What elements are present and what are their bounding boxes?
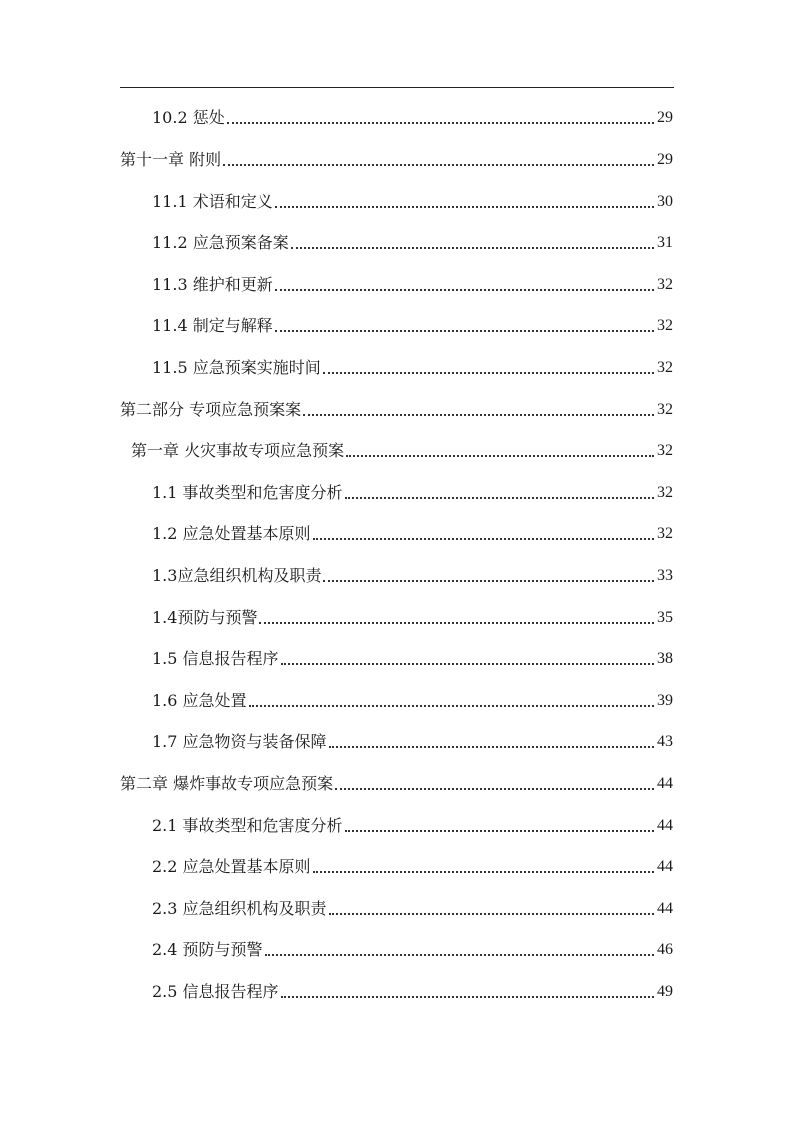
toc-entry-page: 46 xyxy=(657,941,673,958)
toc-entry-title: 2.1 事故类型和危害度分析 xyxy=(152,816,343,835)
toc-entry-page: 30 xyxy=(657,193,673,210)
toc-entry-title: 1.6 应急处置 xyxy=(152,691,247,710)
toc-entry-page: 35 xyxy=(657,609,673,626)
dot-leader xyxy=(345,830,654,832)
toc-entry[interactable] xyxy=(152,687,673,711)
dot-leader xyxy=(345,497,654,499)
dot-leader xyxy=(281,663,654,665)
toc-entry-page: 44 xyxy=(657,900,673,917)
toc-entry[interactable] xyxy=(152,312,673,336)
dot-leader xyxy=(265,954,654,956)
toc-entry-title: 第十一章 附则 xyxy=(120,150,222,169)
toc-entry-title: 11.4 制定与解释 xyxy=(152,316,273,335)
toc-entry[interactable] xyxy=(152,104,673,128)
toc-entry-page: 32 xyxy=(657,317,673,334)
toc-entry-page: 29 xyxy=(657,109,673,126)
toc-entry[interactable] xyxy=(152,520,673,544)
toc-entry[interactable] xyxy=(152,229,673,253)
dot-leader xyxy=(291,247,654,249)
dot-leader xyxy=(223,164,654,166)
toc-entry[interactable] xyxy=(152,645,673,669)
toc-entry-page: 32 xyxy=(657,401,673,418)
toc-entry-page: 38 xyxy=(657,650,673,667)
toc-entry[interactable] xyxy=(152,188,673,212)
toc-entry[interactable] xyxy=(120,146,673,170)
dot-leader xyxy=(275,289,654,291)
toc-entry-title: 11.5 应急预案实施时间 xyxy=(152,358,321,377)
dot-leader xyxy=(275,206,654,208)
toc-entry[interactable] xyxy=(152,271,673,295)
toc-entry-page: 32 xyxy=(657,525,673,542)
dot-leader xyxy=(281,996,654,998)
toc-entry-title: 2.4 预防与预警 xyxy=(152,940,263,959)
dot-leader xyxy=(329,746,654,748)
toc-entry[interactable] xyxy=(152,728,673,752)
toc-entry[interactable] xyxy=(152,562,673,586)
toc-entry-title: 2.2 应急处置基本原则 xyxy=(152,857,311,876)
toc-entry-page: 29 xyxy=(657,151,673,168)
toc-entry-page: 39 xyxy=(657,692,673,709)
toc-entry-page: 32 xyxy=(657,484,673,501)
dot-leader xyxy=(275,330,654,332)
dot-leader xyxy=(323,580,654,582)
toc-entry-page: 44 xyxy=(657,858,673,875)
toc-entry[interactable] xyxy=(152,479,673,503)
toc-entry-title: 第一章 火灾事故专项应急预案 xyxy=(131,441,345,460)
toc-entry-title: 1.1 事故类型和危害度分析 xyxy=(152,483,343,502)
dot-leader xyxy=(323,372,654,374)
toc-entry-page: 32 xyxy=(657,359,673,376)
toc-entry-page: 32 xyxy=(657,276,673,293)
toc-entry[interactable] xyxy=(152,978,673,1002)
dot-leader xyxy=(249,705,654,707)
toc-entry[interactable] xyxy=(152,812,673,836)
toc-entry-page: 33 xyxy=(657,567,673,584)
toc-entry-page: 32 xyxy=(657,442,673,459)
toc-entry-title: 1.5 信息报告程序 xyxy=(152,649,279,668)
dot-leader xyxy=(303,414,654,416)
toc-entry-title: 11.3 维护和更新 xyxy=(152,275,273,294)
dot-leader xyxy=(227,122,654,124)
toc-entry[interactable] xyxy=(131,437,673,461)
dot-leader xyxy=(313,538,654,540)
toc-entry-page: 44 xyxy=(657,817,673,834)
toc-entry-title: 11.2 应急预案备案 xyxy=(152,233,289,252)
toc-entry-title: 1.7 应急物资与装备保障 xyxy=(152,732,327,751)
toc-entry-title: 第二部分 专项应急预案案 xyxy=(120,400,302,419)
toc-entry[interactable] xyxy=(152,936,673,960)
toc-entry-page: 31 xyxy=(657,234,673,251)
toc-entry-title: 第二章 爆炸事故专项应急预案 xyxy=(120,774,334,793)
dot-leader xyxy=(346,455,654,457)
dot-leader xyxy=(259,622,654,624)
toc-entry-title: 2.5 信息报告程序 xyxy=(152,982,279,1001)
toc-entry[interactable] xyxy=(120,770,673,794)
toc-entry-page: 43 xyxy=(657,733,673,750)
dot-leader xyxy=(335,788,654,790)
toc-entry[interactable] xyxy=(152,853,673,877)
toc-entry[interactable] xyxy=(152,354,673,378)
toc-entry-title: 1.3应急组织机构及职责 xyxy=(152,566,322,585)
toc-entry-page: 49 xyxy=(657,983,673,1000)
toc-entry-title: 11.1 术语和定义 xyxy=(152,192,273,211)
toc-entry[interactable] xyxy=(152,895,673,919)
toc-entry-title: 2.3 应急组织机构及职责 xyxy=(152,899,327,918)
toc-entry-title: 10.2 惩处 xyxy=(152,108,225,127)
toc-entry-title: 1.4预防与预警 xyxy=(152,608,258,627)
dot-leader xyxy=(329,913,654,915)
toc-entry[interactable] xyxy=(152,604,673,628)
toc-entry-title: 1.2 应急处置基本原则 xyxy=(152,524,311,543)
toc-entry[interactable] xyxy=(120,396,673,420)
dot-leader xyxy=(313,871,654,873)
toc-entry-page: 44 xyxy=(657,775,673,792)
